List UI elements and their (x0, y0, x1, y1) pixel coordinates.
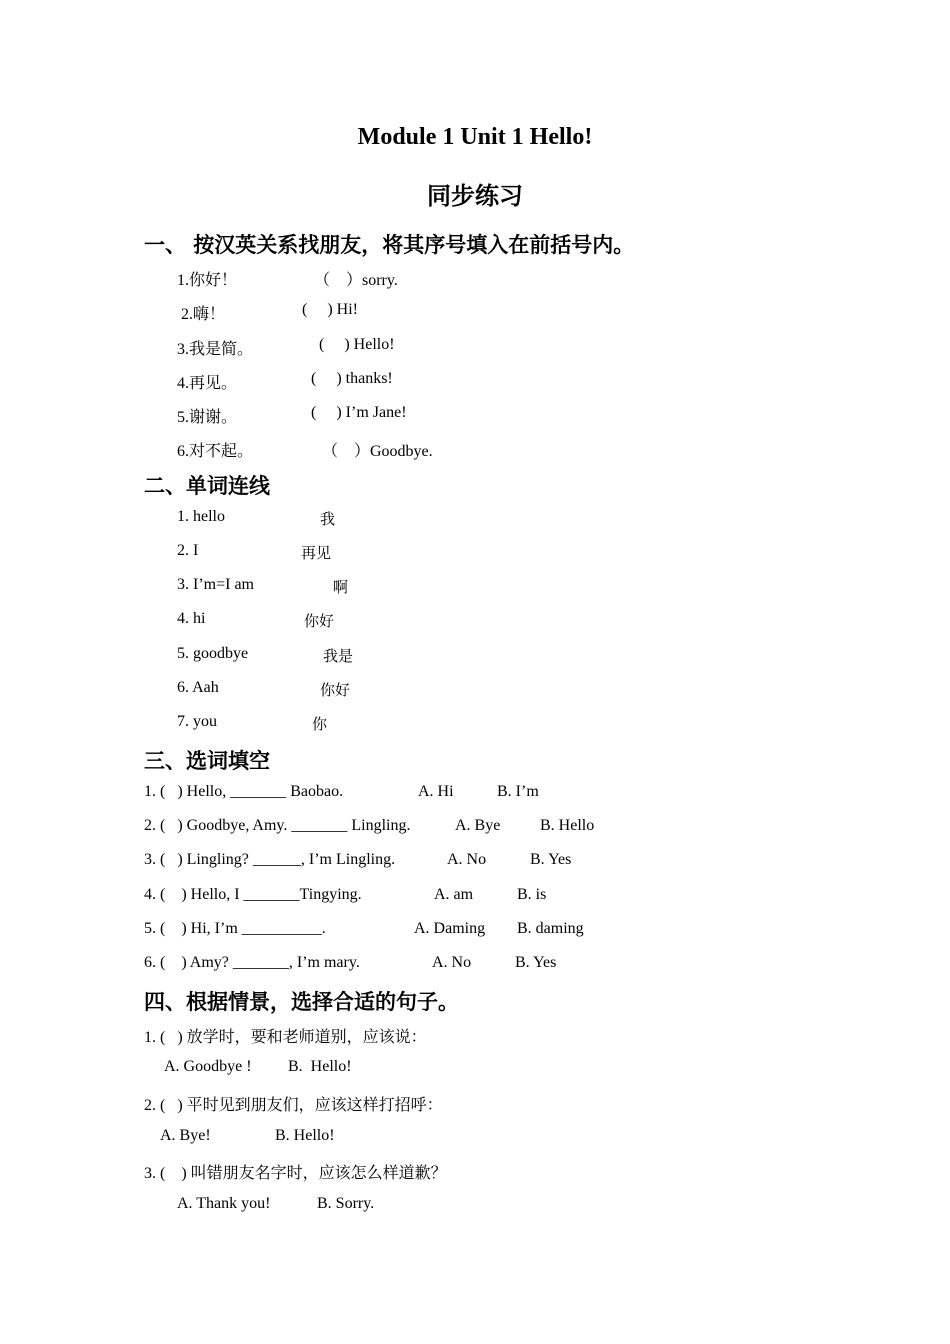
s3-q6-option-b: B. Yes (515, 954, 557, 971)
s3-q4: 4. ( ) Hello, I _______Tingying. (144, 886, 362, 903)
s4-q1: 1. ( ) 放学时，要和老师道别，应该说： (144, 1029, 427, 1046)
s1-item-2-right: ( ) Hi! (302, 301, 358, 318)
s4-q2-option-a: A. Bye! (160, 1127, 211, 1144)
s1-item-4-left: 4.再见。 (177, 375, 238, 392)
s1-item-5-right: ( ) I’m Jane! (311, 404, 407, 421)
s4-q3: 3. ( ) 叫错朋友名字时，应该怎么样道歉？ (144, 1165, 447, 1182)
s1-item-6-left: 6.对不起。 (177, 443, 254, 460)
s1-item-5-left: 5.谢谢。 (177, 409, 238, 426)
s1-item-4-right: ( ) thanks! (311, 370, 393, 387)
page-title: Module 1 Unit 1 Hello! (357, 124, 593, 150)
s1-item-3-left: 3.我是简。 (177, 341, 254, 358)
s2-item-6-word: 6. Aah (177, 679, 219, 696)
s4-q3-option-a: A. Thank you! (177, 1195, 271, 1212)
s1-item-1-left: 1.你好！ (177, 272, 238, 289)
s2-item-4-meaning: 你好 (304, 612, 335, 630)
s4-q1-option-b: B. Hello! (288, 1058, 352, 1075)
page-subtitle: 同步练习 (427, 182, 523, 210)
s4-q2-option-b: B. Hello! (275, 1127, 335, 1144)
s3-q1-option-b: B. I’m (497, 783, 539, 800)
s3-q1-option-a: A. Hi (418, 783, 454, 800)
s3-q2-option-b: B. Hello (540, 817, 595, 834)
s2-item-3-meaning: 啊 (333, 578, 349, 596)
s3-q2: 2. ( ) Goodbye, Amy. _______ Lingling. (144, 817, 411, 834)
s3-q1: 1. ( ) Hello, _______ Baobao. (144, 783, 344, 800)
section1-heading: 一、 按汉英关系找朋友，将其序号填入在前括号内。 (144, 233, 635, 257)
s4-q3-option-b: B. Sorry. (317, 1195, 375, 1212)
s2-item-5-meaning: 我是 (323, 647, 354, 665)
s3-q3-option-a: A. No (447, 851, 487, 868)
s2-item-1-word: 1. hello (177, 508, 225, 525)
s1-item-1-right: （ ）sorry. (314, 272, 398, 289)
section3-heading: 三、选词填空 (144, 749, 270, 773)
s3-q3: 3. ( ) Lingling? ______, I’m Lingling. (144, 851, 396, 868)
s3-q3-option-b: B. Yes (530, 851, 572, 868)
s2-item-2-meaning: 再见 (301, 544, 332, 562)
s2-item-7-word: 7. you (177, 713, 217, 730)
section4-heading: 四、根据情景，选择合适的句子。 (144, 990, 459, 1014)
s1-item-6-right: （ ）Goodbye. (322, 443, 433, 460)
s3-q4-option-a: A. am (434, 886, 474, 903)
s3-q4-option-b: B. is (517, 886, 547, 903)
s4-q2: 2. ( ) 平时见到朋友们，应该这样打招呼： (144, 1097, 443, 1114)
s1-item-3-right: ( ) Hello! (319, 336, 395, 353)
s2-item-3-word: 3. I’m=I am (177, 576, 254, 593)
s3-q5-option-b: B. daming (517, 920, 584, 937)
section2-heading: 二、单词连线 (144, 474, 270, 498)
s2-item-2-word: 2. I (177, 542, 199, 559)
s3-q5: 5. ( ) Hi, I’m __________. (144, 920, 326, 937)
s3-q6-option-a: A. No (432, 954, 472, 971)
s3-q5-option-a: A. Daming (414, 920, 486, 937)
s2-item-5-word: 5. goodbye (177, 645, 249, 662)
s3-q6: 6. ( ) Amy? _______, I’m mary. (144, 954, 360, 971)
s2-item-6-meaning: 你好 (320, 681, 351, 699)
s2-item-4-word: 4. hi (177, 610, 206, 627)
s3-q2-option-a: A. Bye (455, 817, 501, 834)
s2-item-1-meaning: 我 (320, 510, 336, 528)
s4-q1-option-a: A. Goodbye ! (164, 1058, 252, 1075)
s2-item-7-meaning: 你 (312, 715, 328, 733)
s1-item-2-left: 2.嗨！ (181, 306, 226, 323)
